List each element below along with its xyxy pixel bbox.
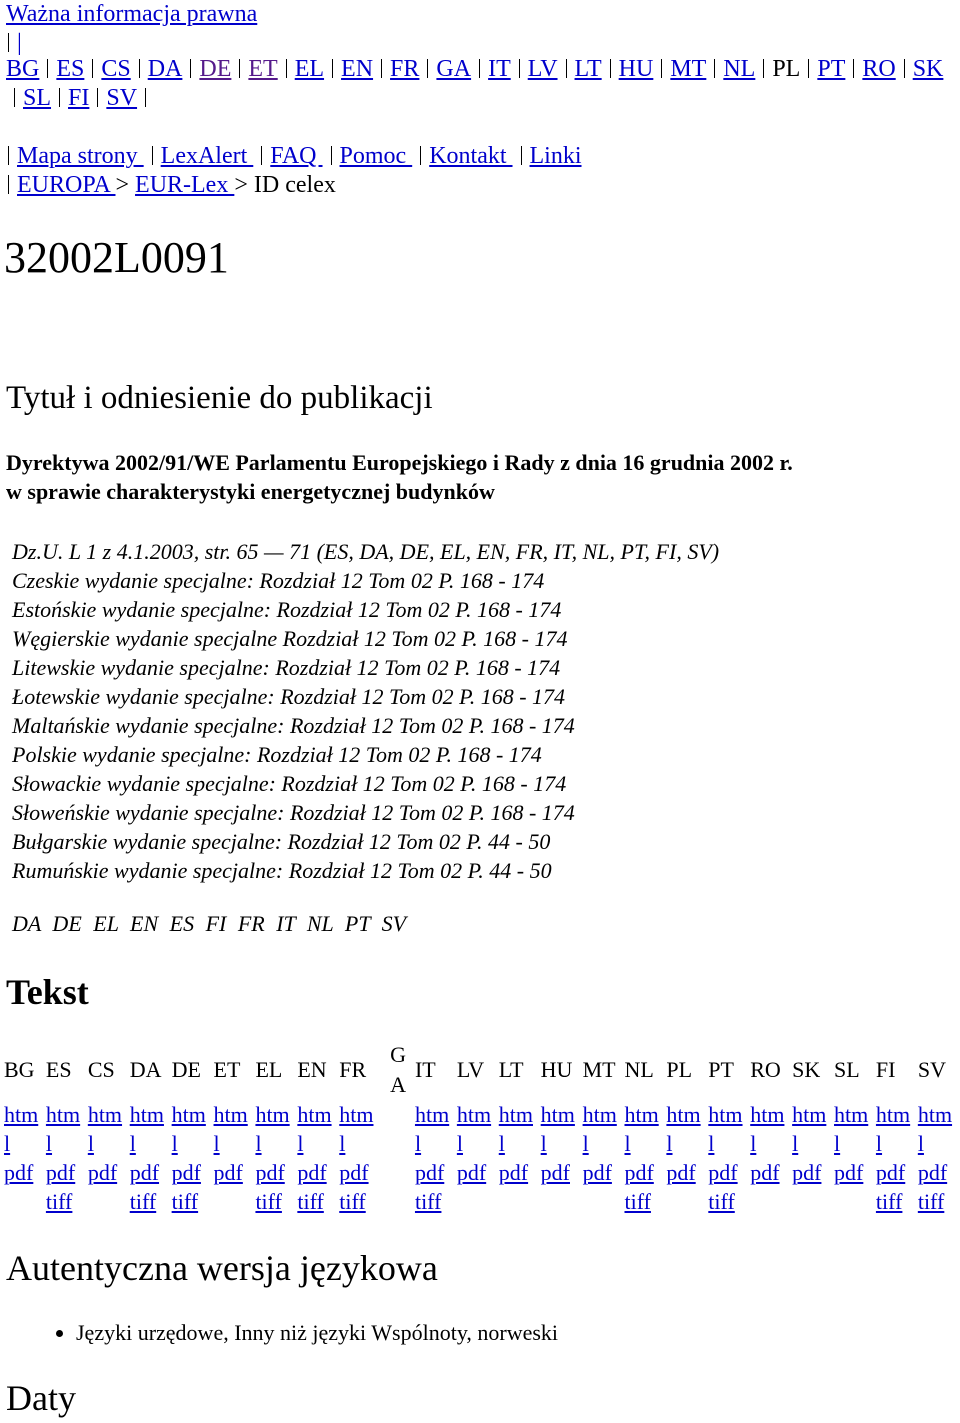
doc-formats-cs xyxy=(88,1100,130,1216)
separator xyxy=(152,146,153,165)
doc-column-label: PL xyxy=(666,1057,693,1082)
html-link-label: l xyxy=(750,1131,757,1156)
pdf-link[interactable]: pdf xyxy=(498,1160,529,1185)
doc-formats-lt xyxy=(499,1100,541,1216)
doc-column-header-hu xyxy=(541,1040,583,1100)
separator xyxy=(763,59,764,78)
html-link[interactable] xyxy=(339,1102,373,1156)
doc-formats-mt xyxy=(583,1100,625,1216)
nav-links-link[interactable]: Linki xyxy=(529,143,582,169)
html-link-label: htm xyxy=(498,1102,533,1127)
html-link-label: htm xyxy=(171,1102,206,1127)
pdf-link[interactable]: pdf xyxy=(875,1160,906,1185)
doc-column-header-lv xyxy=(457,1040,499,1100)
doc-formats-sl xyxy=(834,1100,876,1216)
section-title-text: Tekst xyxy=(6,972,89,1012)
html-link[interactable] xyxy=(415,1102,449,1156)
separator xyxy=(8,175,9,194)
breadcrumb xyxy=(6,171,336,200)
doc-column-label: EL xyxy=(255,1057,283,1082)
html-link[interactable] xyxy=(4,1102,38,1156)
doc-formats-hu xyxy=(541,1100,583,1216)
pdf-link[interactable]: pdf xyxy=(213,1160,243,1185)
separator xyxy=(904,59,905,78)
doc-column-label: SV xyxy=(917,1057,946,1082)
language-link-sl[interactable]: SL xyxy=(23,85,52,111)
breadcrumb-separator: > xyxy=(234,172,254,198)
doc-formats-da xyxy=(130,1100,172,1216)
tiff-link[interactable]: tiff xyxy=(45,1189,73,1214)
html-link-label: l xyxy=(917,1131,924,1156)
publication-reference: Maltańskie wydanie specjalne: Rozdział 12 Tom 02 P. 168 - 174 xyxy=(12,713,575,738)
doc-column-label: DA xyxy=(129,1057,162,1082)
separator xyxy=(853,59,854,78)
html-link-label: htm xyxy=(750,1102,785,1127)
html-link-label: htm xyxy=(4,1102,39,1127)
nav-faq-link[interactable]: FAQ xyxy=(270,143,323,169)
doc-formats-sk xyxy=(792,1100,834,1216)
language-link-es[interactable]: ES xyxy=(56,56,85,82)
language-link-da[interactable]: DA xyxy=(147,56,183,82)
separator xyxy=(47,59,48,78)
doc-formats-de xyxy=(172,1100,214,1216)
nav-contact-link[interactable]: Kontakt xyxy=(429,143,513,169)
pdf-link[interactable]: pdf xyxy=(834,1160,864,1185)
tiff-link[interactable]: tiff xyxy=(708,1189,735,1214)
html-link-label: l xyxy=(45,1131,53,1156)
language-link-ga[interactable]: GA xyxy=(436,56,472,82)
breadcrumb-europa[interactable]: EUROPA xyxy=(17,172,116,198)
html-link-label: htm xyxy=(666,1102,701,1127)
doc-formats-sv xyxy=(918,1100,960,1216)
pdf-link[interactable]: pdf xyxy=(917,1160,948,1185)
doc-formats-fr xyxy=(339,1100,381,1216)
doc-formats-it xyxy=(415,1100,457,1216)
doc-column-header-sv xyxy=(918,1040,960,1100)
doc-formats-ga xyxy=(381,1100,415,1216)
doc-column-header-mt xyxy=(583,1040,625,1100)
separator xyxy=(808,59,809,78)
html-link-label: htm xyxy=(87,1102,123,1127)
language-link-bg[interactable]: BG xyxy=(6,56,40,82)
language-link-lv[interactable]: LV xyxy=(527,56,558,82)
html-link-label: htm xyxy=(540,1102,575,1127)
html-link-label: l xyxy=(582,1131,589,1156)
language-link-sk[interactable]: SK xyxy=(912,56,944,82)
html-link-label: htm xyxy=(624,1102,659,1127)
language-link-sv[interactable]: SV xyxy=(106,85,138,111)
html-link-label: l xyxy=(129,1131,136,1156)
doc-column-header-pl xyxy=(666,1040,708,1100)
separator xyxy=(239,59,240,78)
language-link-ro[interactable]: RO xyxy=(862,56,896,82)
act-title-line-2: w sprawie charakterystyki energetycznej budynków xyxy=(6,479,495,504)
doc-formats-nl xyxy=(624,1100,666,1216)
html-link[interactable] xyxy=(541,1102,575,1156)
tiff-link[interactable]: tiff xyxy=(339,1189,366,1214)
language-link-it[interactable]: IT xyxy=(488,56,511,82)
top-nav xyxy=(6,142,582,171)
pdf-link[interactable]: pdf xyxy=(4,1160,34,1185)
separator xyxy=(521,146,522,165)
pdf-link[interactable]: pdf xyxy=(540,1160,570,1185)
doc-column-label: DE xyxy=(171,1057,201,1082)
separator xyxy=(286,59,287,78)
html-link[interactable] xyxy=(918,1102,952,1156)
language-link-en[interactable]: EN xyxy=(341,56,374,82)
separator xyxy=(519,59,520,78)
doc-column-label: ES xyxy=(45,1057,72,1082)
html-link-label: htm xyxy=(708,1102,743,1127)
html-link[interactable] xyxy=(457,1102,491,1156)
separator xyxy=(190,59,191,78)
doc-column-header-lt xyxy=(499,1040,541,1100)
separator xyxy=(714,59,715,78)
language-link-et[interactable]: ET xyxy=(248,56,278,82)
pipe-row xyxy=(6,29,22,58)
html-link[interactable] xyxy=(834,1102,868,1156)
html-link-label: l xyxy=(498,1131,505,1156)
html-link-label: l xyxy=(414,1131,422,1156)
nav-sitemap-link[interactable]: Mapa strony xyxy=(17,143,144,169)
publication-reference: Litewskie wydanie specjalne: Rozdział 12 Tom 02 P. 168 - 174 xyxy=(12,655,561,680)
doc-column-label: NL xyxy=(624,1057,654,1082)
pdf-link[interactable]: pdf xyxy=(339,1160,369,1185)
doc-column-label: EN xyxy=(297,1057,327,1082)
doc-column-label: CS xyxy=(87,1057,115,1082)
html-link-label: htm xyxy=(414,1102,450,1127)
html-link[interactable] xyxy=(297,1102,331,1156)
doc-column-label: LV xyxy=(456,1057,485,1082)
doc-column-header-bg xyxy=(4,1040,46,1100)
html-link-label: htm xyxy=(456,1102,492,1127)
pdf-link[interactable]: pdf xyxy=(456,1160,487,1185)
publication-reference: Dz.U. L 1 z 4.1.2003, str. 65 — 71 (ES, DA, DE, EL, EN, FR, IT, NL, PT, FI, SV) xyxy=(12,539,720,564)
authentic-language-list xyxy=(36,1318,558,1347)
language-link-fr[interactable]: FR xyxy=(390,56,420,82)
separator xyxy=(566,59,567,78)
html-link-label: htm xyxy=(297,1102,332,1127)
doc-formats-pl xyxy=(666,1100,708,1216)
doc-column-label: PT xyxy=(708,1057,734,1082)
html-link-label: htm xyxy=(917,1102,953,1127)
separator xyxy=(331,146,332,165)
publication-references xyxy=(12,537,719,885)
doc-formats-pt xyxy=(708,1100,750,1216)
html-link-label: l xyxy=(456,1131,463,1156)
language-link-mt[interactable]: MT xyxy=(670,56,707,82)
tiff-link[interactable]: tiff xyxy=(297,1189,324,1214)
separator xyxy=(139,59,140,78)
doc-column-label: MT xyxy=(582,1057,616,1082)
pdf-link[interactable]: pdf xyxy=(297,1160,327,1185)
pdf-link[interactable]: pdf xyxy=(45,1160,76,1185)
doc-column-header-en xyxy=(297,1040,339,1100)
doc-column-header-it xyxy=(415,1040,457,1100)
pdf-link[interactable]: pdf xyxy=(750,1160,780,1185)
html-link[interactable] xyxy=(130,1102,164,1156)
separator xyxy=(332,59,333,78)
breadcrumb-separator: > xyxy=(115,172,136,198)
doc-column-header-fi xyxy=(876,1040,918,1100)
publication-reference: Estońskie wydanie specjalne: Rozdział 12 Tom 02 P. 168 - 174 xyxy=(12,597,562,622)
html-link[interactable] xyxy=(46,1102,80,1156)
html-link-label: l xyxy=(834,1131,841,1156)
separator xyxy=(479,59,480,78)
html-link-label: l xyxy=(297,1131,304,1156)
language-link-lt[interactable]: LT xyxy=(574,56,602,82)
pdf-link[interactable]: pdf xyxy=(171,1160,201,1185)
html-link-label: l xyxy=(792,1131,799,1156)
doc-column-header-sl xyxy=(834,1040,876,1100)
authentic-language-item: • Języki urzędowe, Inny niż języki Wspólnoty, norweski xyxy=(76,1318,558,1347)
page-title: 32002L0091 xyxy=(4,233,229,282)
doc-column-label: HU xyxy=(540,1057,573,1082)
html-link-label: htm xyxy=(129,1102,164,1127)
pdf-link[interactable]: pdf xyxy=(255,1160,285,1185)
pdf-link[interactable]: pdf xyxy=(129,1160,160,1185)
doc-formats-es xyxy=(46,1100,88,1216)
legal-notice-link[interactable]: Ważna informacja prawna xyxy=(6,1,258,27)
doc-column-header-pt xyxy=(708,1040,750,1100)
doc-formats-ro xyxy=(750,1100,792,1216)
separator xyxy=(145,88,146,107)
html-link-label: htm xyxy=(213,1102,248,1127)
separator xyxy=(59,88,60,107)
doc-column-header-ga xyxy=(381,1040,415,1100)
doc-column-header-de xyxy=(172,1040,214,1100)
html-link-label: l xyxy=(624,1131,631,1156)
pdf-link[interactable]: pdf xyxy=(708,1160,738,1185)
doc-formats-bg xyxy=(4,1100,46,1216)
doc-column-header-es xyxy=(46,1040,88,1100)
publication-reference: Polskie wydanie specjalne: Rozdział 12 Tom 02 P. 168 - 174 xyxy=(12,742,542,767)
separator xyxy=(8,33,9,52)
language-link-el[interactable]: EL xyxy=(294,56,325,82)
doc-column-header-nl xyxy=(624,1040,666,1100)
doc-column-label: IT xyxy=(414,1057,436,1082)
doc-column-label: BG xyxy=(4,1057,35,1082)
html-link-label: htm xyxy=(339,1102,374,1127)
publication-reference: Słowackie wydanie specjalne: Rozdział 12 Tom 02 P. 168 - 174 xyxy=(12,771,567,796)
html-link[interactable] xyxy=(214,1102,248,1156)
doc-column-header-el xyxy=(255,1040,297,1100)
act-title-line-1: Dyrektywa 2002/91/WE Parlamentu Europejskiego i Rady z dnia 16 grudnia 2002 r. xyxy=(6,450,793,475)
html-link[interactable] xyxy=(624,1102,658,1156)
html-link-label: l xyxy=(875,1131,883,1156)
html-link-label: l xyxy=(666,1131,673,1156)
html-link[interactable] xyxy=(88,1102,122,1156)
tiff-link[interactable]: tiff xyxy=(255,1189,282,1214)
html-link[interactable] xyxy=(708,1102,742,1156)
html-link-label: l xyxy=(339,1131,346,1156)
html-link-label: l xyxy=(87,1131,94,1156)
publication-reference: Węgierskie wydanie specjalne Rozdział 12 Tom 02 P. 168 - 174 xyxy=(12,626,568,651)
html-link-label: l xyxy=(540,1131,547,1156)
html-link-label: l xyxy=(708,1131,715,1156)
html-link-label: htm xyxy=(875,1102,911,1127)
doc-column-label: RO xyxy=(750,1057,781,1082)
html-link[interactable] xyxy=(666,1102,700,1156)
publication-reference: Łotewskie wydanie specjalne: Rozdział 12 Tom 02 P. 168 - 174 xyxy=(12,684,566,709)
language-link-pt[interactable]: PT xyxy=(817,56,846,82)
separator xyxy=(97,88,98,107)
language-link-hu[interactable]: HU xyxy=(618,56,654,82)
doc-column-header-cs xyxy=(88,1040,130,1100)
doc-column-label: LT xyxy=(498,1057,524,1082)
html-link-label: l xyxy=(255,1131,262,1156)
pipe-link[interactable]: | xyxy=(17,30,22,56)
nav-lexalert-link[interactable]: LexAlert xyxy=(160,143,254,169)
doc-formats-en xyxy=(297,1100,339,1216)
doc-column-label: ET xyxy=(213,1057,241,1082)
pdf-link[interactable]: pdf xyxy=(666,1160,696,1185)
section-title-dates: Daty xyxy=(6,1378,76,1418)
language-selector xyxy=(6,55,946,113)
doc-formats-el xyxy=(255,1100,297,1216)
doc-column-header-da xyxy=(130,1040,172,1100)
section-title-authentic: Autentyczna wersja językowa xyxy=(6,1248,438,1288)
html-link-label: htm xyxy=(582,1102,617,1127)
oj-language-list: DA DE EL EN ES FI FR IT NL PT SV xyxy=(12,911,407,936)
language-link-de[interactable]: DE xyxy=(199,56,232,82)
publication-reference: Bułgarskie wydanie specjalne: Rozdział 12 Tom 02 P. 44 - 50 xyxy=(12,829,551,854)
html-link[interactable] xyxy=(499,1102,533,1156)
html-link-label: l xyxy=(213,1131,220,1156)
html-link[interactable] xyxy=(172,1102,206,1156)
pdf-link[interactable]: pdf xyxy=(624,1160,654,1185)
html-link[interactable] xyxy=(255,1102,289,1156)
doc-formats-fi xyxy=(876,1100,918,1216)
breadcrumb-eurlex[interactable]: EUR-Lex xyxy=(135,172,235,198)
pdf-link[interactable]: pdf xyxy=(792,1160,822,1185)
publication-reference: Słoweńskie wydanie specjalne: Rozdział 12 Tom 02 P. 168 - 174 xyxy=(12,800,575,825)
doc-column-label: FR xyxy=(339,1057,367,1082)
doc-column-header-fr xyxy=(339,1040,381,1100)
publication-reference: Czeskie wydanie specjalne: Rozdział 12 Tom 02 P. 168 - 174 xyxy=(12,568,545,593)
doc-formats-lv xyxy=(457,1100,499,1216)
html-link-label: htm xyxy=(45,1102,81,1127)
language-current-pl: PL xyxy=(772,56,801,82)
tiff-link[interactable]: tiff xyxy=(624,1189,651,1214)
separator xyxy=(261,146,262,165)
html-link-label: htm xyxy=(255,1102,290,1127)
section-title-publication: Tytuł i odniesienie do publikacji xyxy=(6,380,433,416)
doc-column-label: SK xyxy=(792,1057,821,1082)
pdf-link[interactable]: pdf xyxy=(87,1160,118,1185)
doc-column-header-et xyxy=(214,1040,256,1100)
tiff-link[interactable]: tiff xyxy=(414,1189,442,1214)
tiff-link[interactable]: tiff xyxy=(917,1189,945,1214)
tiff-link[interactable]: tiff xyxy=(171,1189,199,1214)
separator xyxy=(92,59,93,78)
nav-help-link[interactable]: Pomoc xyxy=(339,143,413,169)
html-link[interactable] xyxy=(876,1102,910,1156)
doc-column-header-sk xyxy=(792,1040,834,1100)
separator xyxy=(14,88,15,107)
separator xyxy=(610,59,611,78)
legal-notice-row xyxy=(6,0,257,29)
html-link-label: l xyxy=(4,1131,11,1156)
pdf-link[interactable]: pdf xyxy=(582,1160,612,1185)
html-link[interactable] xyxy=(792,1102,826,1156)
document-format-table xyxy=(4,1040,960,1216)
language-link-fi[interactable]: FI xyxy=(68,85,90,111)
doc-column-label: SL xyxy=(834,1057,860,1082)
language-link-nl[interactable]: NL xyxy=(723,56,756,82)
language-link-cs[interactable]: CS xyxy=(101,56,131,82)
html-link[interactable] xyxy=(583,1102,617,1156)
publication-reference: Rumuńskie wydanie specjalne: Rozdział 12 Tom 02 P. 44 - 50 xyxy=(12,858,552,883)
html-link-label: htm xyxy=(792,1102,827,1127)
doc-column-label: FI xyxy=(875,1057,896,1082)
tiff-link[interactable]: tiff xyxy=(129,1189,157,1214)
separator xyxy=(661,59,662,78)
separator xyxy=(427,59,428,78)
tiff-link[interactable]: tiff xyxy=(875,1189,903,1214)
doc-column-header-ro xyxy=(750,1040,792,1100)
separator xyxy=(8,146,9,165)
doc-column-label-part: G xyxy=(390,1042,406,1067)
doc-column-label-part: A xyxy=(390,1072,406,1097)
pdf-link[interactable]: pdf xyxy=(414,1160,445,1185)
html-link-label: htm xyxy=(834,1102,869,1127)
html-link[interactable] xyxy=(750,1102,784,1156)
breadcrumb-current: ID celex xyxy=(253,172,336,198)
separator xyxy=(381,59,382,78)
html-link-label: l xyxy=(171,1131,178,1156)
doc-formats-et xyxy=(214,1100,256,1216)
separator xyxy=(420,146,421,165)
